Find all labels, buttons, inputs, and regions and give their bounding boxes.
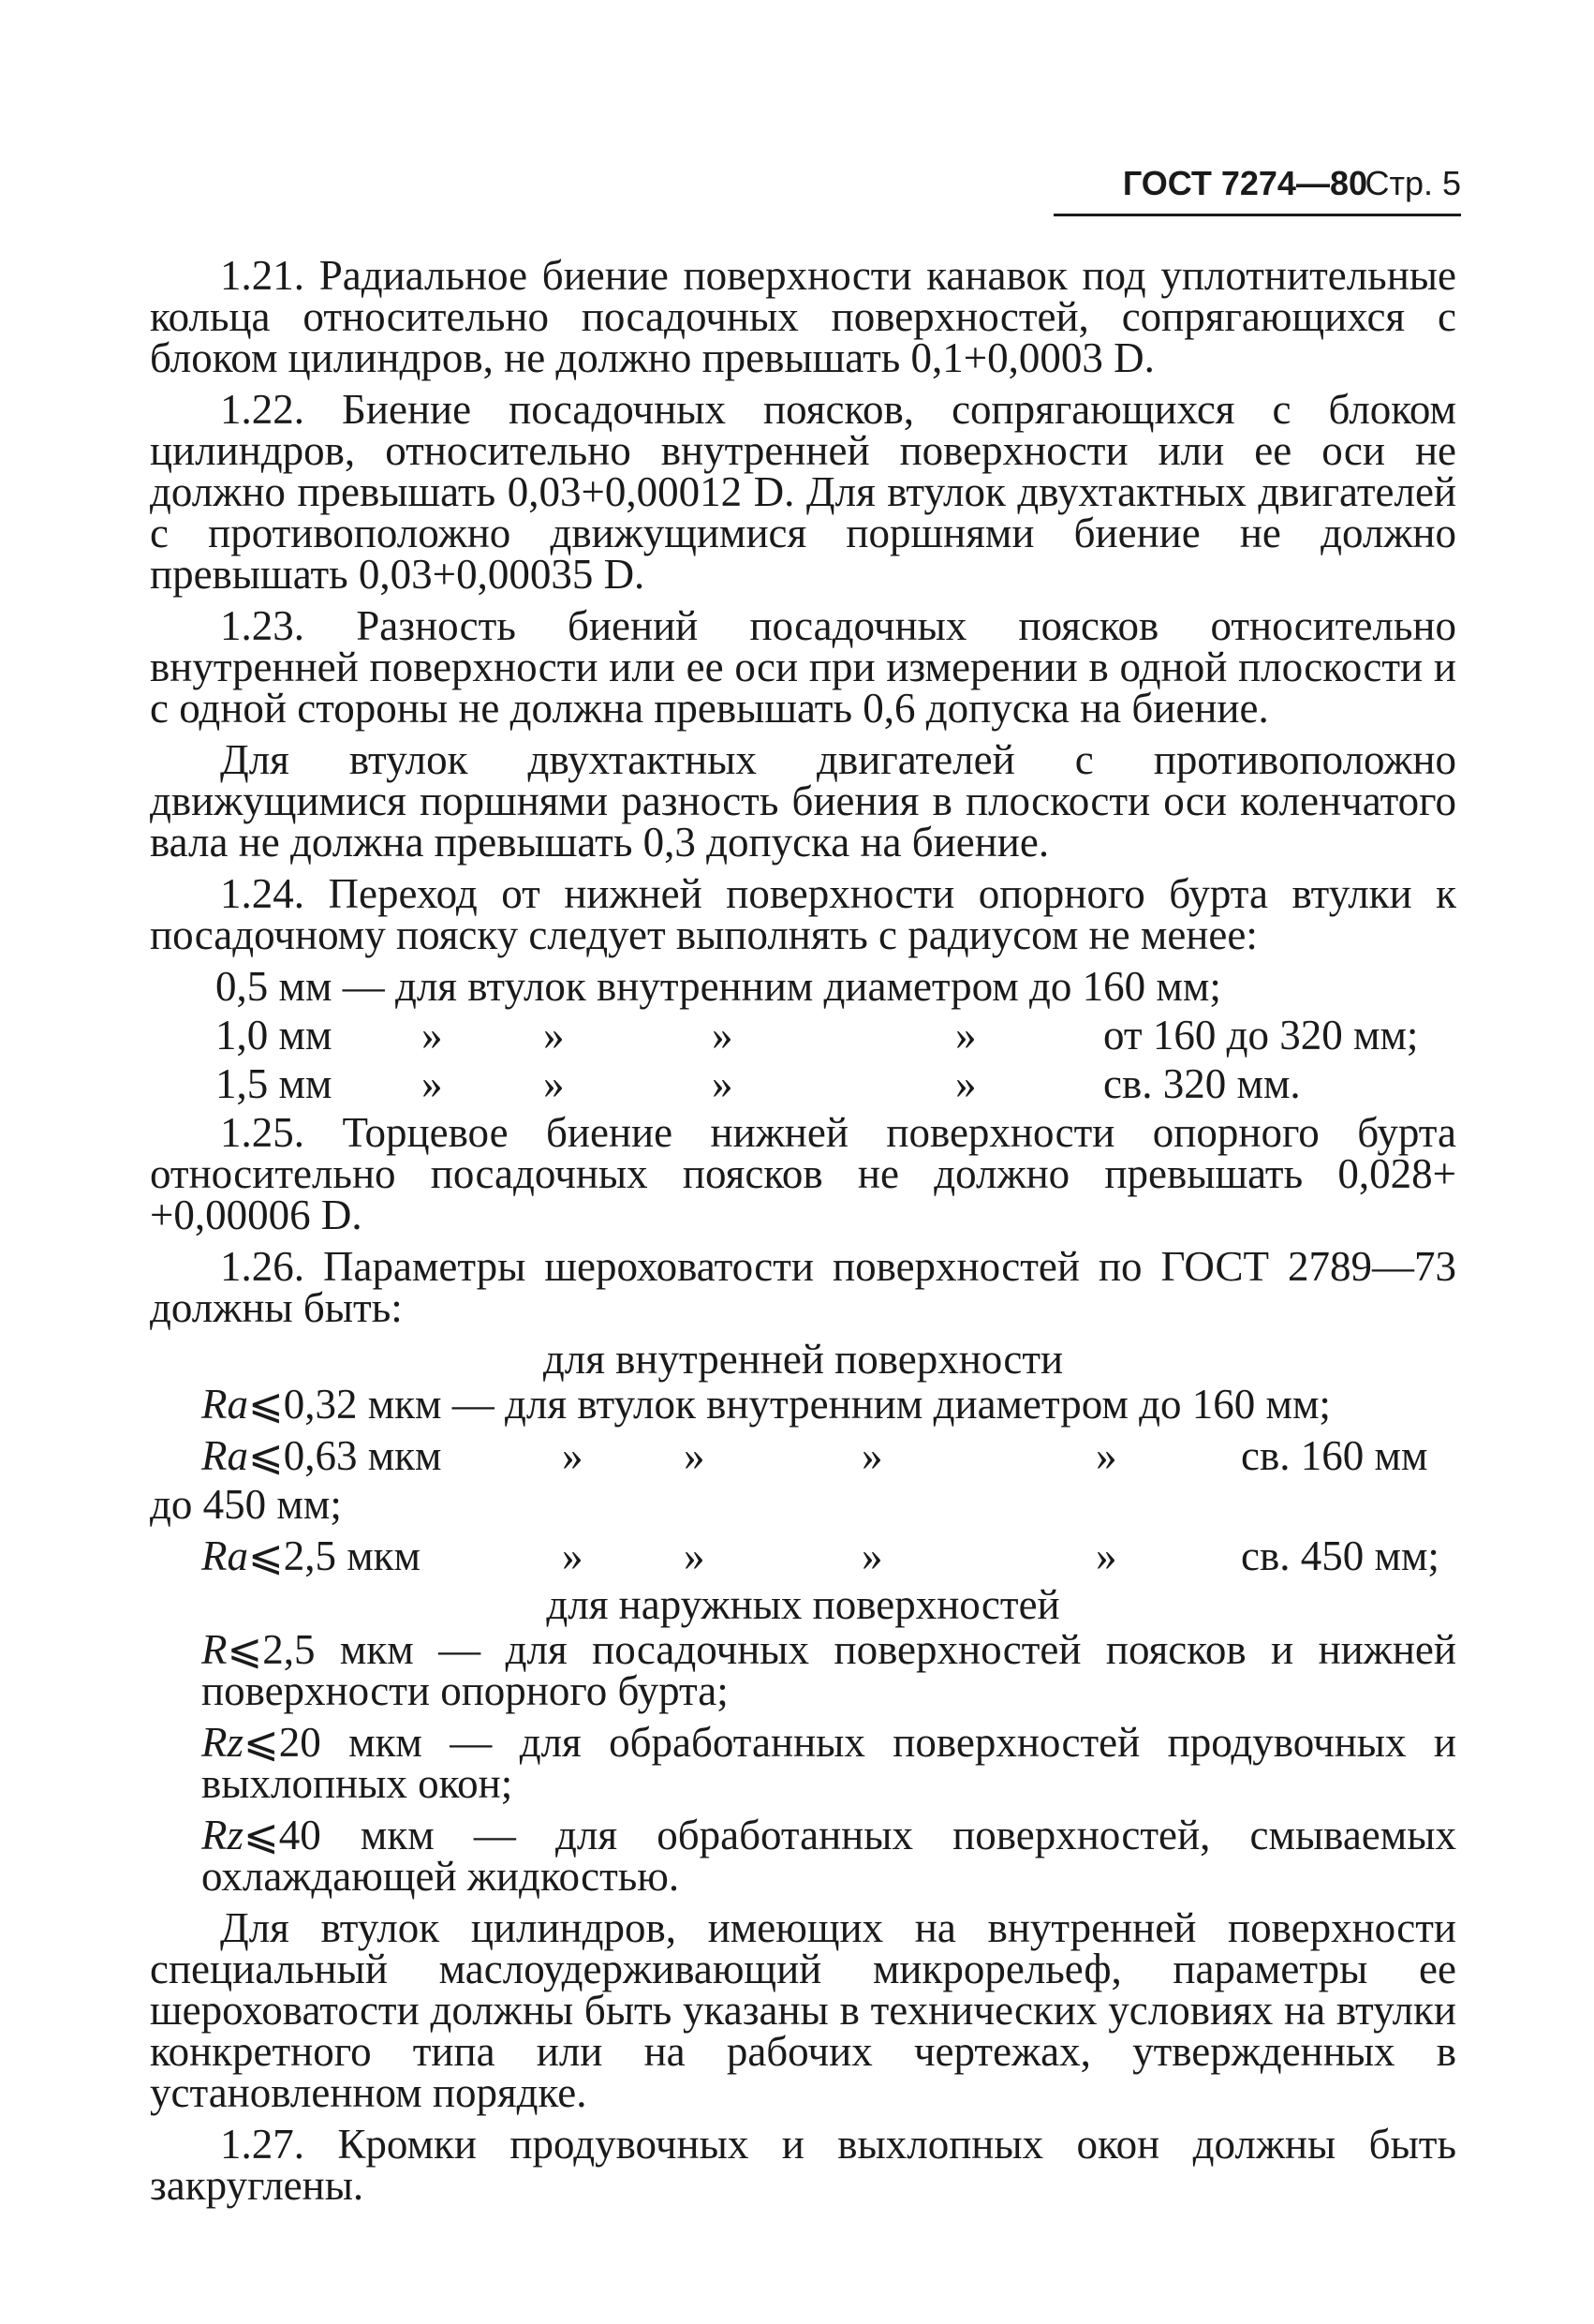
roughness-symbol: Rz xyxy=(201,1812,244,1858)
ditto-mark: » xyxy=(712,1012,733,1058)
roughness-outer-2 xyxy=(150,1719,1456,1807)
outer-surface-heading: для наружных поверхностей xyxy=(546,1581,1060,1628)
ditto-mark: » xyxy=(562,1432,583,1479)
ditto-mark: » xyxy=(862,1432,883,1479)
radius-row-1-text: 0,5 мм — для втулок внутренним диаметром до 160 мм; xyxy=(215,963,1221,1010)
paragraph-1-22: 1.22. Биение посадочных поясков, сопрягающихся с блоком цилиндров, относительно внутренней поверхности или ее оси не должно превышать 0,03+0,00012 D. Для втулок двухтактных двигателей с противоположно движущимися поршнями биение не должно превышать 0,03+0,00035 D. xyxy=(150,386,1456,598)
paragraph-1-21: 1.21. Радиальное биение поверхности канавок под уплотнительные кольца относительно посадочных поверхностей, сопрягающихся с блоком цилиндров, не должно превышать 0,1+0,0003 D. xyxy=(150,252,1456,381)
roughness-symbol: Ra xyxy=(201,1432,248,1479)
roughness-outer-3-text: ⩽40 мкм — для обработанных поверхностей, смываемых охлаждающей жидкостью. xyxy=(201,1812,1456,1900)
inner-surface-heading: для внутренней поверхности xyxy=(542,1336,1064,1383)
paragraph-1-23: 1.23. Разность биений посадочных поясков относительно внутренней поверхности или ее оси при измерении в одной плоскости и с одной стороны не должна превышать 0,6 допуска на биение. xyxy=(150,602,1456,732)
roughness-inner-1-text: ⩽0,32 мкм — для втулок внутренним диаметром до 160 мм; xyxy=(248,1381,1331,1428)
roughness-inner-3 xyxy=(150,1532,1456,1579)
roughness-inner-2-number: ⩽0,63 мкм xyxy=(248,1432,442,1479)
roughness-outer-1-text: ⩽2,5 мкм — для посадочных поверхностей поясков и нижней поверхности опорного бурта; xyxy=(201,1626,1456,1714)
ditto-mark: » xyxy=(955,1012,977,1058)
roughness-outer-3 xyxy=(150,1812,1456,1900)
paragraph-1-27: 1.27. Кромки продувочных и выхлопных окон должны быть закруглены. xyxy=(150,2121,1456,2209)
roughness-outer-2-text: ⩽20 мкм — для обработанных поверхностей продувочных и выхлопных окон; xyxy=(201,1719,1456,1807)
document-body xyxy=(150,252,1456,2216)
roughness-symbol: Rz xyxy=(201,1719,244,1766)
ditto-mark: » xyxy=(543,1060,565,1107)
document-code: ГОСТ 7274—80 xyxy=(1122,164,1367,202)
ditto-mark: » xyxy=(421,1060,443,1107)
ditto-mark: » xyxy=(684,1432,705,1479)
ditto-mark: » xyxy=(421,1012,443,1058)
roughness-symbol: Ra xyxy=(201,1381,248,1428)
paragraph-1-25: 1.25. Торцевое биение нижней поверхности опорного бурта относительно посадочных поясков не должно превышать 0,028+ +0,00006 D. xyxy=(150,1109,1456,1238)
roughness-inner-3-value xyxy=(201,1532,421,1579)
ditto-mark: » xyxy=(543,1012,565,1058)
paragraph-1-24: 1.24. Переход от нижней поверхности опорного бурта втулки к посадочному пояску следует выполнять с радиусом не менее: xyxy=(150,870,1456,958)
roughness-inner-3-range: св. 450 мм; xyxy=(1241,1532,1439,1579)
roughness-inner-2-value xyxy=(201,1432,442,1479)
radius-row-3-range: св. 320 мм. xyxy=(1103,1060,1301,1107)
radius-row-2-value: 1,0 мм xyxy=(215,1012,332,1058)
ditto-mark: » xyxy=(862,1532,883,1579)
radius-row-3 xyxy=(150,1060,1456,1107)
roughness-symbol: R xyxy=(201,1626,228,1673)
radius-row-2 xyxy=(150,1014,1456,1056)
paragraph-1-23-continued: Для втулок двухтактных двигателей с противоположно движущимися поршнями разность биения в плоскости оси коленчатого вала не должна превышать 0,3 допуска на биение. xyxy=(150,736,1456,866)
roughness-inner-2-continued: до 450 мм; xyxy=(150,1481,342,1528)
radius-row-2-range: от 160 до 320 мм; xyxy=(1103,1012,1419,1058)
roughness-inner-2-range: св. 160 мм xyxy=(1241,1432,1428,1479)
roughness-symbol: Ra xyxy=(201,1532,248,1579)
ditto-mark: » xyxy=(562,1532,583,1579)
radius-row-1 xyxy=(150,963,1456,1010)
paragraph-1-26-continued: Для втулок цилиндров, имеющих на внутренней поверхности специальный маслоудерживающий микрорельеф, параметры ее шероховатости должны быть указаны в технических условиях на втулки конкретного типа или на рабочих чертежах, утвержденных в установленном порядке. xyxy=(150,1904,1456,2116)
ditto-mark: » xyxy=(955,1060,977,1107)
roughness-outer-1 xyxy=(150,1626,1456,1714)
paragraph-1-26: 1.26. Параметры шероховатости поверхностей по ГОСТ 2789—73 должны быть: xyxy=(150,1243,1456,1331)
page-header xyxy=(1054,157,1461,216)
ditto-mark: » xyxy=(684,1532,705,1579)
ditto-mark: » xyxy=(1096,1532,1117,1579)
radius-row-3-value: 1,5 мм xyxy=(215,1060,332,1107)
roughness-inner-1 xyxy=(150,1381,1456,1428)
roughness-inner-3-number: ⩽2,5 мкм xyxy=(248,1532,421,1579)
roughness-inner-2 xyxy=(150,1432,1456,1479)
ditto-mark: » xyxy=(712,1060,733,1107)
page-number: Стр. 5 xyxy=(1365,164,1461,202)
ditto-mark: » xyxy=(1096,1432,1117,1479)
